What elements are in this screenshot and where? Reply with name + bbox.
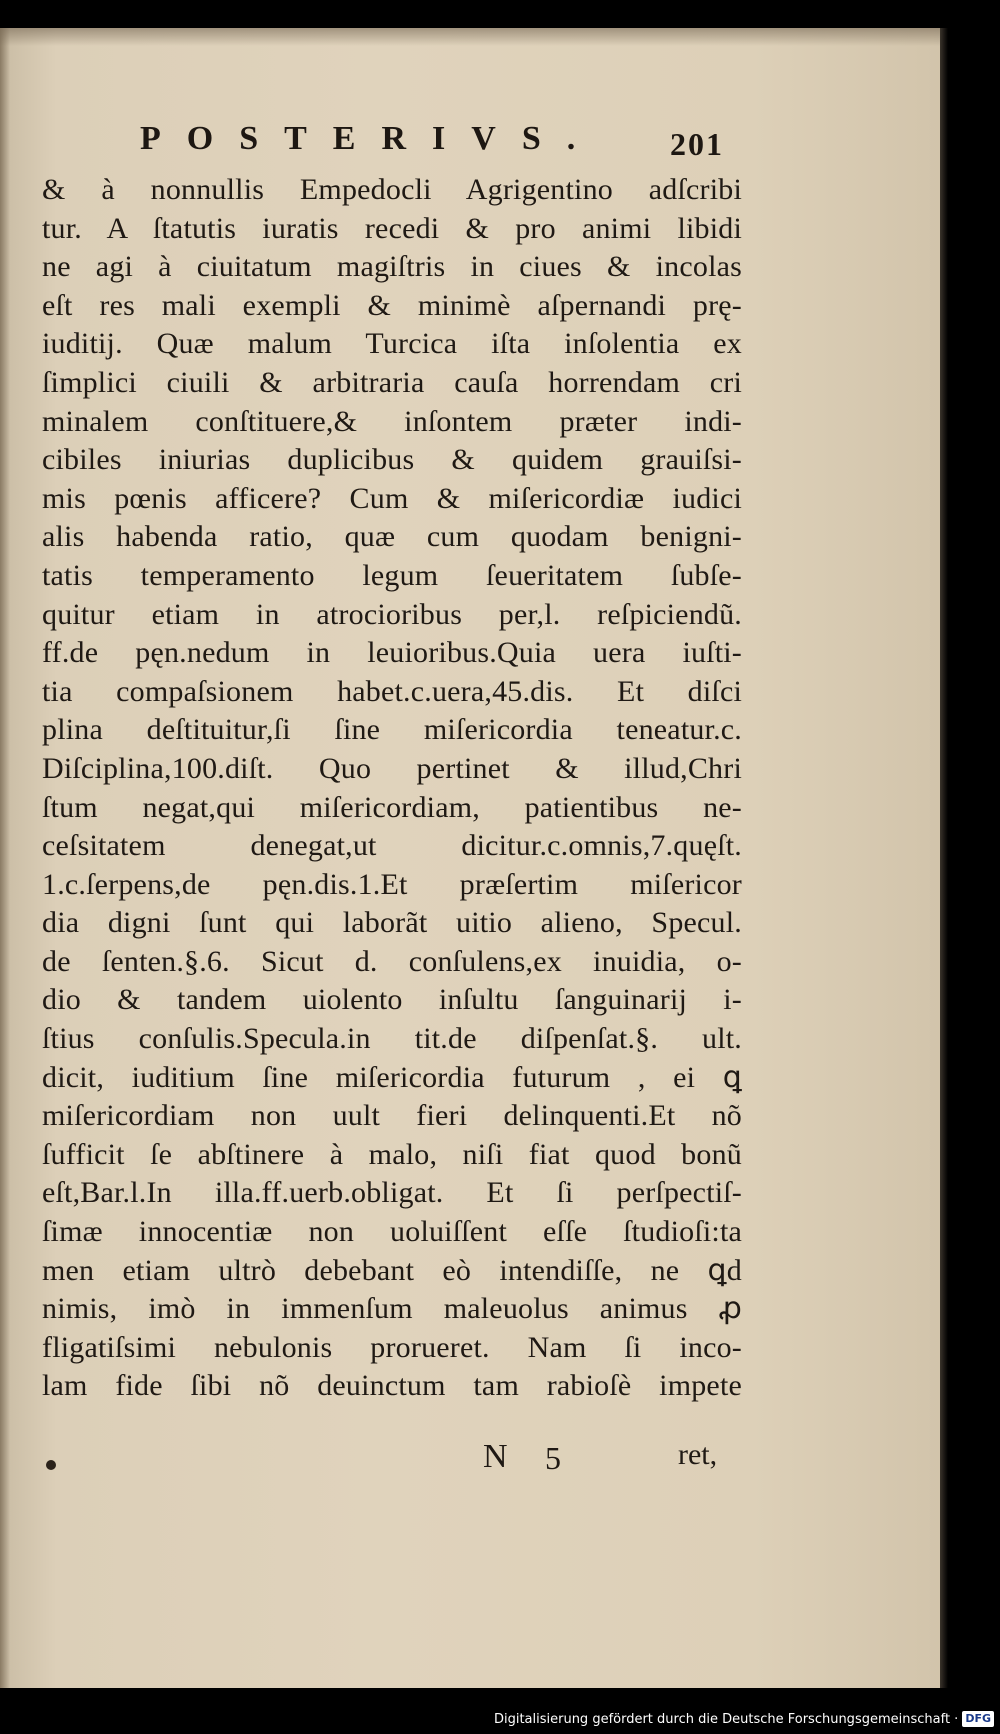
page-edge-shadow [940, 28, 948, 1688]
footer-credit [494, 1708, 994, 1730]
signature-number: 5 [545, 1440, 561, 1476]
running-head: POSTERIVS. [140, 120, 602, 157]
text-line: Diſciplina,100.diſt. Quo pertinet & illud,Chri [42, 751, 742, 785]
text-line: dio & tandem uiolento inſultu ſanguinarij i- [42, 983, 742, 1017]
text-line: plina deſtituitur,ſi ſine miſericordia teneatur.c. [42, 713, 742, 747]
text-line: men etiam ultrò debebant eò intendiſſe, ne ꝗd [42, 1253, 742, 1287]
footer-text: Digitalisierung gefördert durch die Deutsche Forschungsgemeinschaft · [493, 1711, 959, 1727]
text-line: lam fide ſibi nõ deuinctum tam rabioſè impete [42, 1369, 742, 1403]
text-line: eſt,Bar.l.In illa.ff.uerb.obligat. Et ſi perſpectiſ- [42, 1176, 742, 1210]
text-line: nimis, imò in immenſum maleuolus animus ꝓ [42, 1292, 742, 1326]
text-line: minalem conſtituere,& inſontem præter indi- [42, 404, 742, 438]
text-block [42, 171, 742, 1406]
text-line: tatis temperamento legum ſeueritatem ſubſe- [42, 558, 742, 592]
text-line: ceſsitatem denegat,ut dicitur.c.omnis,7.quęſt. [42, 829, 742, 863]
text-line: tia compaſsionem habet.c.uera,45.dis. Et diſci [42, 674, 742, 708]
signature-mark: N [483, 1438, 512, 1475]
text-line: ſimplici ciuili & arbitraria cauſa horrendam cri [42, 365, 742, 399]
book-page [0, 28, 940, 1688]
text-line: 1.c.ſerpens,de pęn.dis.1.Et præſertim miſericor [42, 867, 742, 901]
text-line: ff.de pęn.nedum in leuioribus.Quia uera iuſti- [42, 636, 742, 670]
dfg-logo-icon: DFG [962, 1711, 994, 1727]
text-line: eſt res mali exempli & minimè aſpernandi prę- [42, 288, 742, 322]
text-line: fligatiſsimi nebulonis prorueret. Nam ſi inco- [42, 1330, 742, 1364]
text-line: ne agi à ciuitatum magiſtris in ciues & incolas [42, 250, 742, 284]
text-line: iuditij. Quæ malum Turcica iſta inſolentia ex [42, 327, 742, 361]
text-line: dia digni ſunt qui laborãt uitio alieno, Specul. [42, 906, 742, 940]
text-line: ſtius conſulis.Specula.in tit.de diſpenſat.§. ult. [42, 1022, 742, 1056]
text-line: ſufficit ſe abſtinere à malo, niſi fiat quod bonũ [42, 1137, 742, 1171]
text-line: quitur etiam in atrocioribus per,l. reſpiciendũ. [42, 597, 742, 631]
ink-spot-icon [46, 1460, 56, 1470]
text-line: & à nonnullis Empedocli Agrigentino adſcribi [42, 173, 742, 206]
text-line: ſtum negat,qui miſericordiam, patientibus ne- [42, 790, 742, 824]
catchword: ret, [678, 1438, 718, 1471]
text-line: de ſenten.§.6. Sicut d. conſulens,ex inuidia, o- [42, 944, 742, 978]
text-line: miſericordiam non uult fieri delinquenti.Et nõ [42, 1099, 742, 1133]
text-line: alis habenda ratio, quæ cum quodam benigni- [42, 520, 742, 554]
page-number: 201 [670, 126, 724, 162]
text-line: cibiles iniurias duplicibus & quidem grauiſsi- [42, 443, 742, 477]
text-line: mis pœnis afficere? Cum & miſericordiæ iudici [42, 481, 742, 515]
text-line: dicit, iuditium ſine miſericordia futurum , ei ꝗ [42, 1060, 742, 1094]
text-line: tur. A ſtatutis iuratis recedi & pro animi libidi [42, 211, 742, 245]
text-line: ſimæ innocentiæ non uoluiſſent eſſe ſtudioſi:ta [42, 1215, 742, 1249]
